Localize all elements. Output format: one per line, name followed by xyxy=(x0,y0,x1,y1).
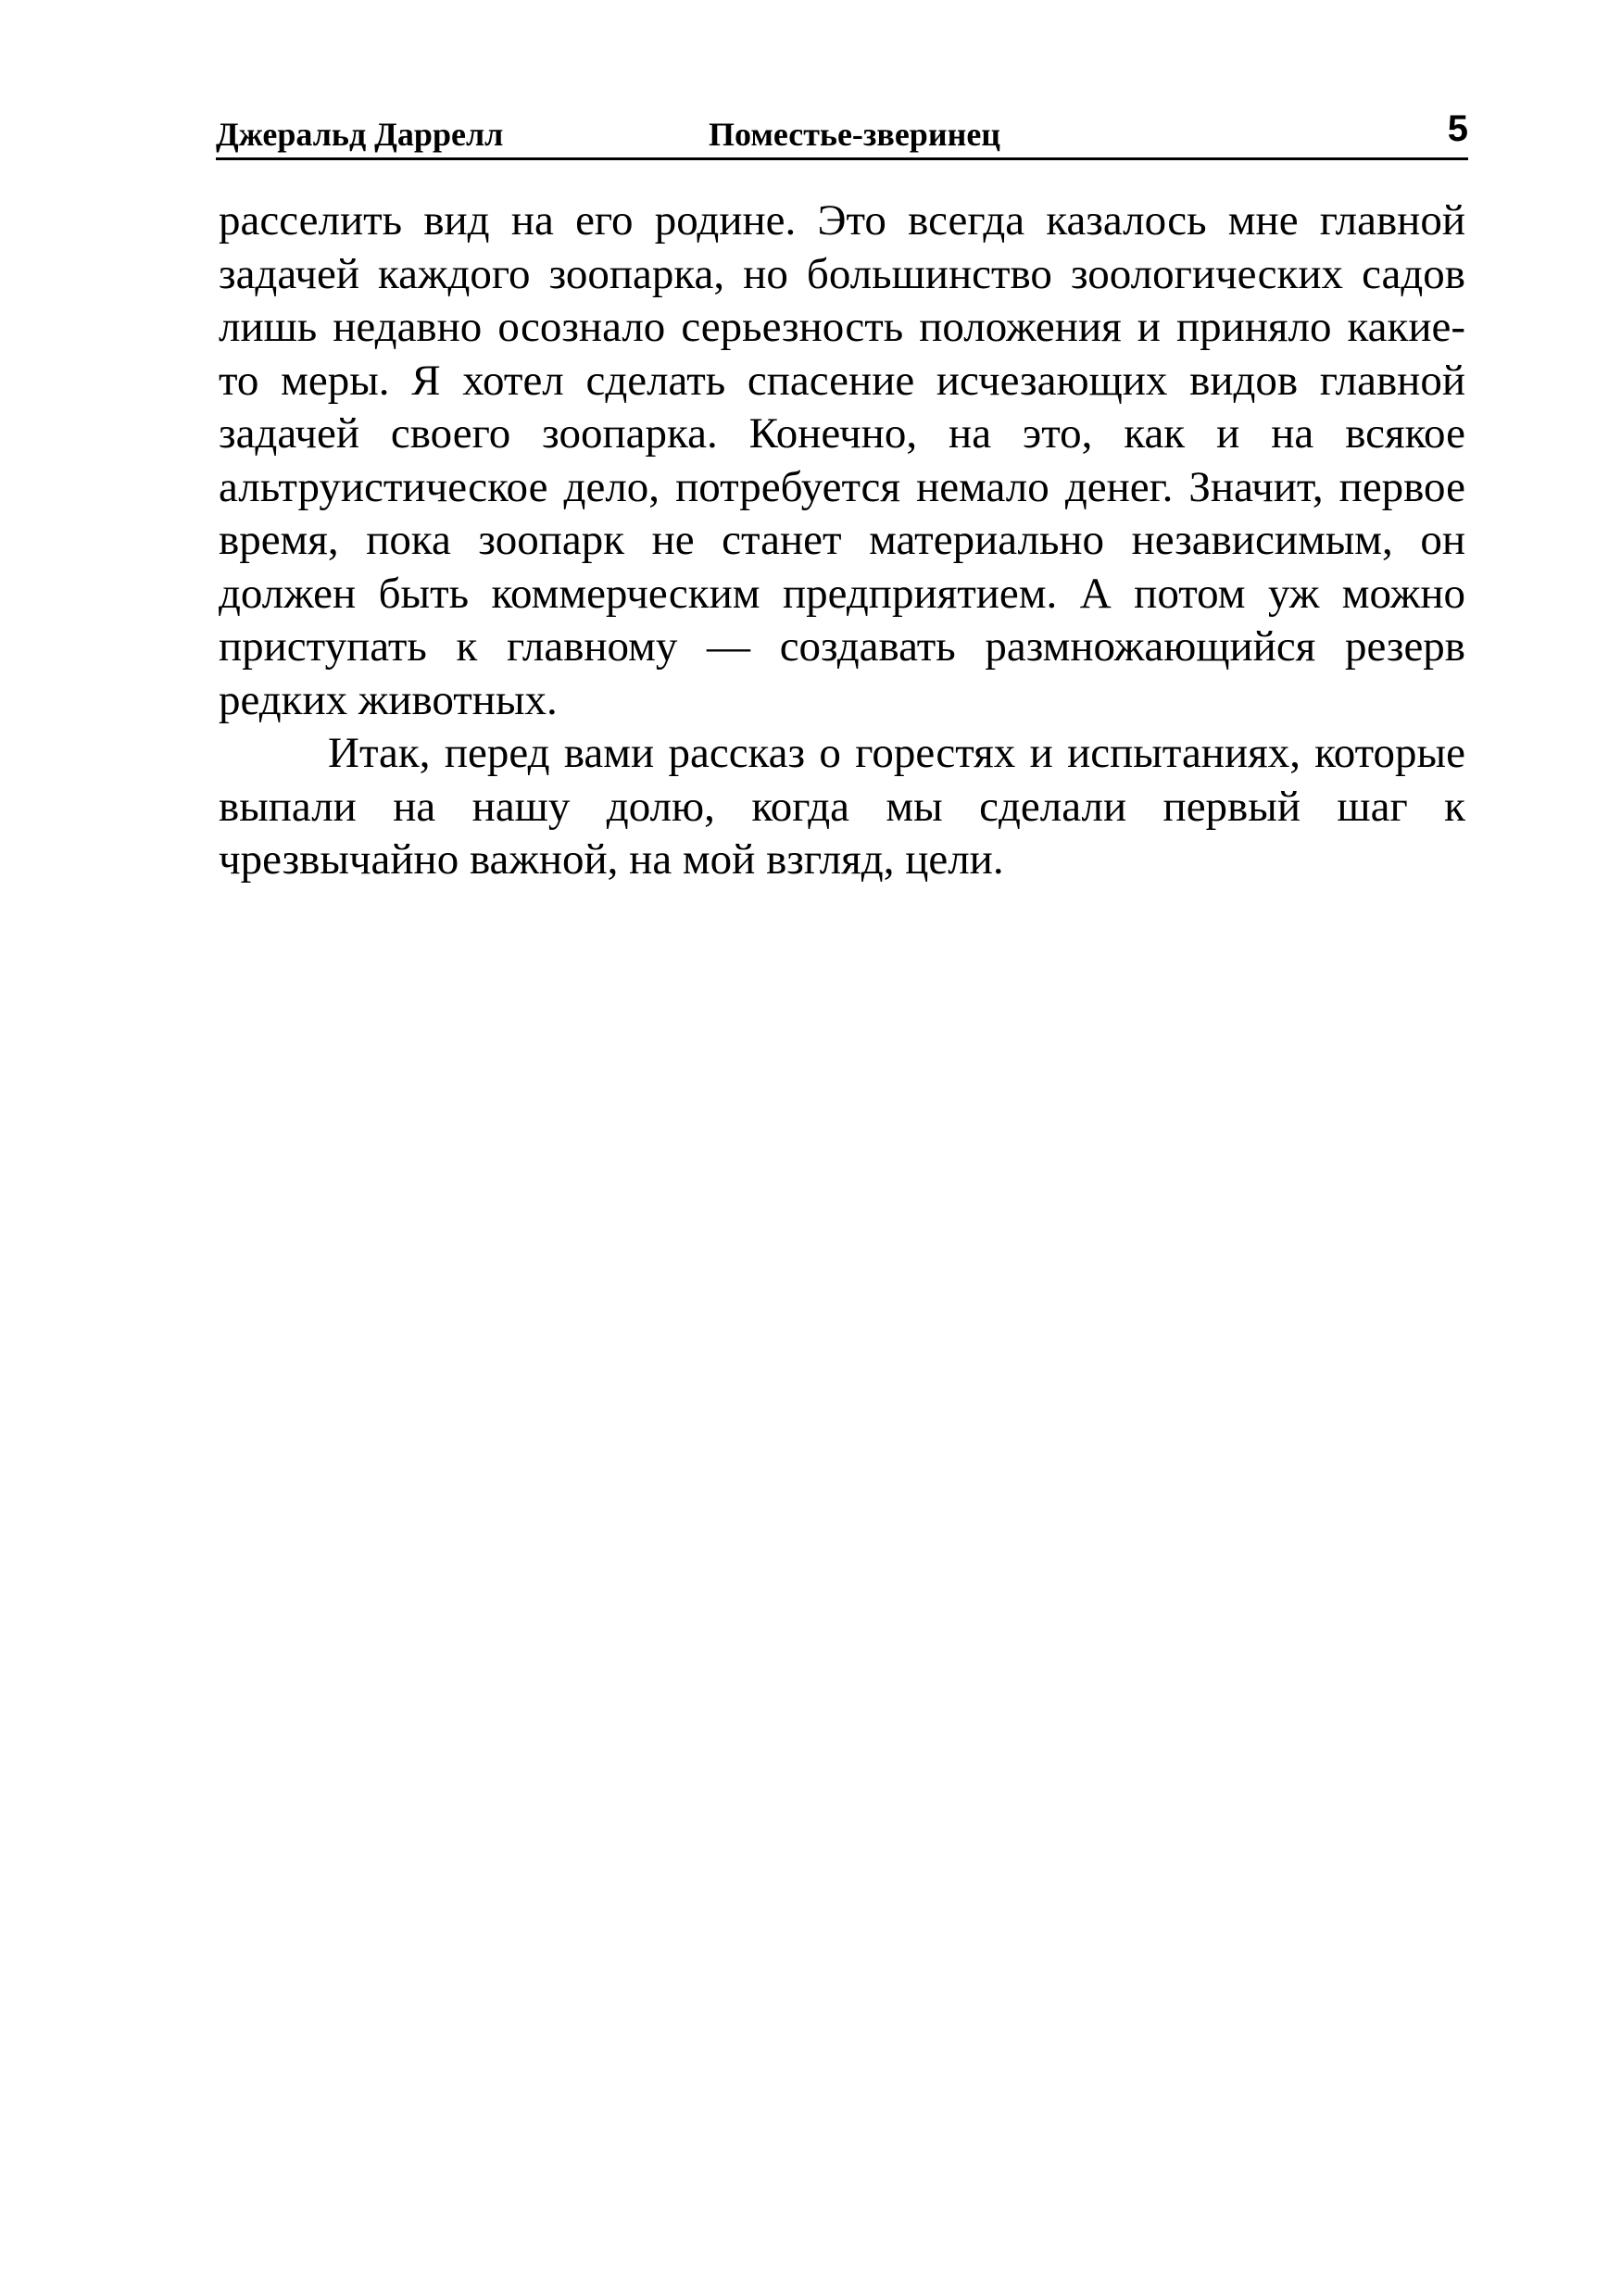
header-author: Джеральд Даррелл xyxy=(216,116,504,153)
page-number: 5 xyxy=(1447,108,1468,149)
running-header xyxy=(216,102,1468,160)
paragraph-continuation: расселить вид на его родине. Это всегда казалось мне главной задачей каждого зоопарка, но большинство зоологических садов лишь недавно осознало серьезность положения и приняло какие-то меры. Я хотел сделать спасение исчезающих видов главной задачей своего зоопарка. Конечно, на это, как и на всякое альтруистическое дело, потребуется немало денег. Значит, первое время, пока зоопарк не станет материально независимым, он должен быть коммерческим предприятием. А потом уж можно приступать к главному — создавать размножающийся резерв редких животных. xyxy=(219,196,1465,724)
body-text xyxy=(219,194,1465,887)
header-book-title: Поместье-зверинец xyxy=(709,116,1001,153)
paragraph: Итак, перед вами рассказ о горестях и испытаниях, которые выпали на нашу долю, когда мы сделали первый шаг к чрезвычайно важной, на мой взгляд, цели. xyxy=(219,729,1465,884)
